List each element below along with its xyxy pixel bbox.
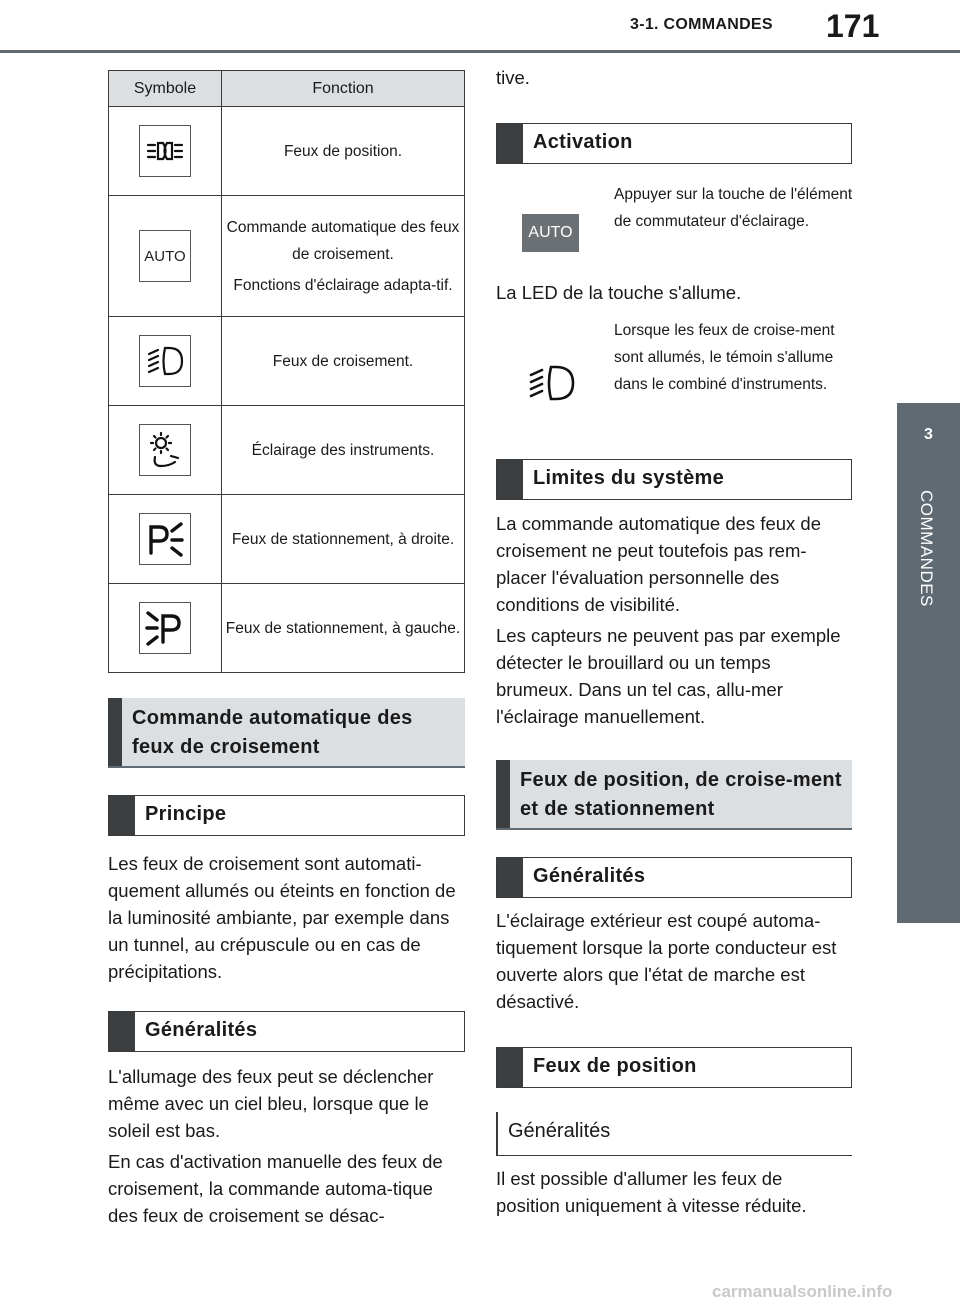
position-lights-icon — [139, 125, 191, 177]
minor-heading-text: Généralités — [508, 1120, 611, 1142]
subsection-title: Généralités — [145, 1019, 258, 1041]
subsection-principe — [108, 795, 465, 836]
minor-heading — [496, 1112, 852, 1156]
watermark: carmanualsonline.info — [712, 1282, 893, 1301]
final-paragraph: Il est possible d'allumer les feux de position uniquement à vitesse réduite. — [496, 1168, 807, 1216]
symbol-table — [108, 70, 465, 673]
chapter-number: 3 — [924, 426, 933, 443]
section-auto-low-beam — [108, 698, 465, 768]
table-row — [109, 196, 465, 317]
low-beam-icon — [139, 335, 191, 387]
section-feux — [496, 760, 852, 830]
limites-paragraphs: La commande automatique des feux de croisement ne peut toutefois pas rem-placer l'évaluation personnelle des conditions de visibilité. Les capteurs ne peuvent pas par exemple détecter le brouillard ou un temps brumeux. Dans un tel cas, allu-mer l'éclairage manuellement. — [496, 513, 841, 727]
table-row — [109, 495, 465, 584]
column-header-function: Fonction — [222, 71, 465, 107]
section-title: Commande automatique des feux de croisement — [132, 707, 413, 758]
function-cell: Feux de stationnement, à droite. — [222, 495, 465, 584]
continuation-text: tive. — [496, 67, 530, 88]
chapter-tab[interactable] — [897, 403, 960, 923]
low-beam-indicator-icon — [527, 362, 577, 409]
function-cell: Commande automatique des feux de croisement. Fonctions d'éclairage adapta-tif. — [222, 196, 465, 317]
instrument-lighting-icon — [139, 424, 191, 476]
activation-text: Appuyer sur la touche de l'élément de commutateur d'éclairage. — [614, 186, 853, 230]
generalites-paragraphs: L'allumage des feux peut se déclencher même avec un ciel bleu, lorsque que le soleil est bas. En cas d'activation manuelle des feux de croisement, la commande automa-tique des feux de croisement se désac- — [108, 1066, 443, 1226]
subsection-title: Principe — [145, 803, 227, 825]
subsection-title: Activation — [533, 131, 633, 153]
led-text: La LED de la touche s'allume. — [496, 282, 742, 303]
column-header-symbol: Symbole — [109, 71, 222, 107]
subsection-generalites-right — [496, 857, 852, 898]
auto-icon: AUTO — [139, 230, 191, 282]
subsection-limites — [496, 459, 852, 500]
parking-light-right-icon — [139, 513, 191, 565]
subsection-generalites — [108, 1011, 465, 1052]
subsection-title: Généralités — [533, 865, 646, 887]
subsection-activation — [496, 123, 852, 164]
subsection-title: Feux de position — [533, 1055, 697, 1077]
function-cell: Feux de croisement. — [222, 317, 465, 406]
table-header-row — [109, 71, 465, 107]
subsection-title: Limites du système — [533, 467, 725, 489]
table-row — [109, 406, 465, 495]
low-beam-note: Lorsque les feux de croise-ment sont allumés, le témoin s'allume dans le combiné d'instruments. — [614, 322, 835, 393]
generalites-right-paragraph: L'éclairage extérieur est coupé automa-tiquement lorsque la porte conducteur est ouverte alors que l'état de marche est désactivé. — [496, 910, 837, 1012]
function-cell: Feux de position. — [222, 107, 465, 196]
function-cell: Éclairage des instruments. — [222, 406, 465, 495]
principe-paragraph: Les feux de croisement sont automati-quement allumés ou éteints en fonction de la luminosité ambiante, par exemple dans un tunnel, au crépuscule ou en cas de précipitations. — [108, 853, 456, 982]
chapter-label: COMMANDES — [917, 490, 936, 607]
auto-button[interactable]: AUTO — [522, 214, 579, 252]
section-title: Feux de position, de croise-ment et de stationnement — [520, 769, 842, 820]
header-rule — [0, 50, 960, 53]
page-number: 171 — [826, 8, 880, 44]
subsection-feux-position — [496, 1047, 852, 1088]
function-cell: Feux de stationnement, à gauche. — [222, 584, 465, 673]
table-row — [109, 317, 465, 406]
table-row — [109, 107, 465, 196]
section-header: 3-1. COMMANDES — [630, 16, 773, 33]
table-row — [109, 584, 465, 673]
parking-light-left-icon — [139, 602, 191, 654]
